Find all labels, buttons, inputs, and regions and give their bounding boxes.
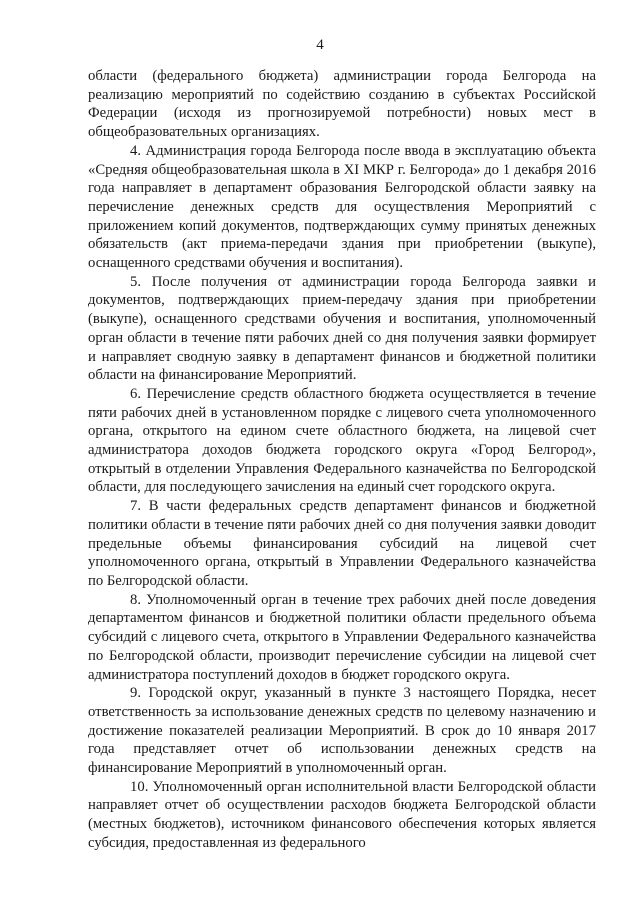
- paragraph-item-6: 6. Перечисление средств областного бюджета осуществляется в течение пяти рабочих дней в установленном порядке с лицевого счета уполномоченного органа, открытого на едином счете областного бюджета, на лицевой счет администратора доходов бюджета городского округа «Город Белгород», открытый в отделении Управления Федерального казначейства по Белгородской области, для последующего зачисления на единый счет городского округа.: [88, 385, 596, 496]
- paragraph-item-4: 4. Администрация города Белгорода после ввода в эксплуатацию объекта «Средняя общеобразовательная школа в XI МКР г. Белгорода» до 1 декабря 2016 года направляет в департамент образования Белгородской области заявку на перечисление денежных средств для осуществления Мероприятий с приложением копий документов, подтверждающих сумму принятых денежных обязательств (акт приема-передачи здания при приобретении (выкупе), оснащенного средствами обучения и воспитания).: [88, 142, 596, 272]
- document-body: [88, 67, 596, 853]
- paragraph-continuation: области (федерального бюджета) администрации города Белгорода на реализацию мероприятий по содействию созданию в субъектах Российской Федерации (исходя из прогнозируемой потребности) новых мест в общеобразовательных организациях.: [88, 68, 596, 141]
- paragraph-item-8: 8. Уполномоченный орган в течение трех рабочих дней после доведения департаментом финансов и бюджетной политики области предельного объема субсидий с лицевого счета, открытого в Управлении Федерального казначейства по Белгородской области, производит перечисление субсидии на лицевой счет администратора поступлений доходов в бюджет городского округа.: [88, 591, 596, 683]
- paragraph-item-5: 5. После получения от администрации города Белгорода заявки и документов, подтверждающих прием-передачу здания при приобретении (выкупе), оснащенного средствами обучения и воспитания, уполномоченный орган области в течение пяти рабочих дней со дня получения заявки формирует и направляет сводную заявку в департамент финансов и бюджетной политики области на финансирование Мероприятий.: [88, 273, 596, 384]
- paragraph-item-9: 9. Городской округ, указанный в пункте 3 настоящего Порядка, несет ответственность за использование денежных средств по целевому назначению и достижение показателей реализации Мероприятий. В срок до 10 января 2017 года представляет отчет об использовании денежных средств на финансирование Мероприятий в уполномоченный орган.: [88, 685, 596, 777]
- paragraph-item-10: 10. Уполномоченный орган исполнительной власти Белгородской области направляет отчет об осуществлении расходов бюджета Белгородской области (местных бюджетов), источником финансового обеспечения которых является субсидия, предоставленная из федерального: [88, 778, 596, 851]
- paragraph-item-7: 7. В части федеральных средств департамент финансов и бюджетной политики области в течение пяти рабочих дней со дня получения заявки доводит предельные объемы финансирования субсидий на лицевой счет уполномоченного органа, открытый в Управлении Федерального казначейства по Белгородской области.: [88, 498, 596, 589]
- page-number: 4: [316, 37, 324, 53]
